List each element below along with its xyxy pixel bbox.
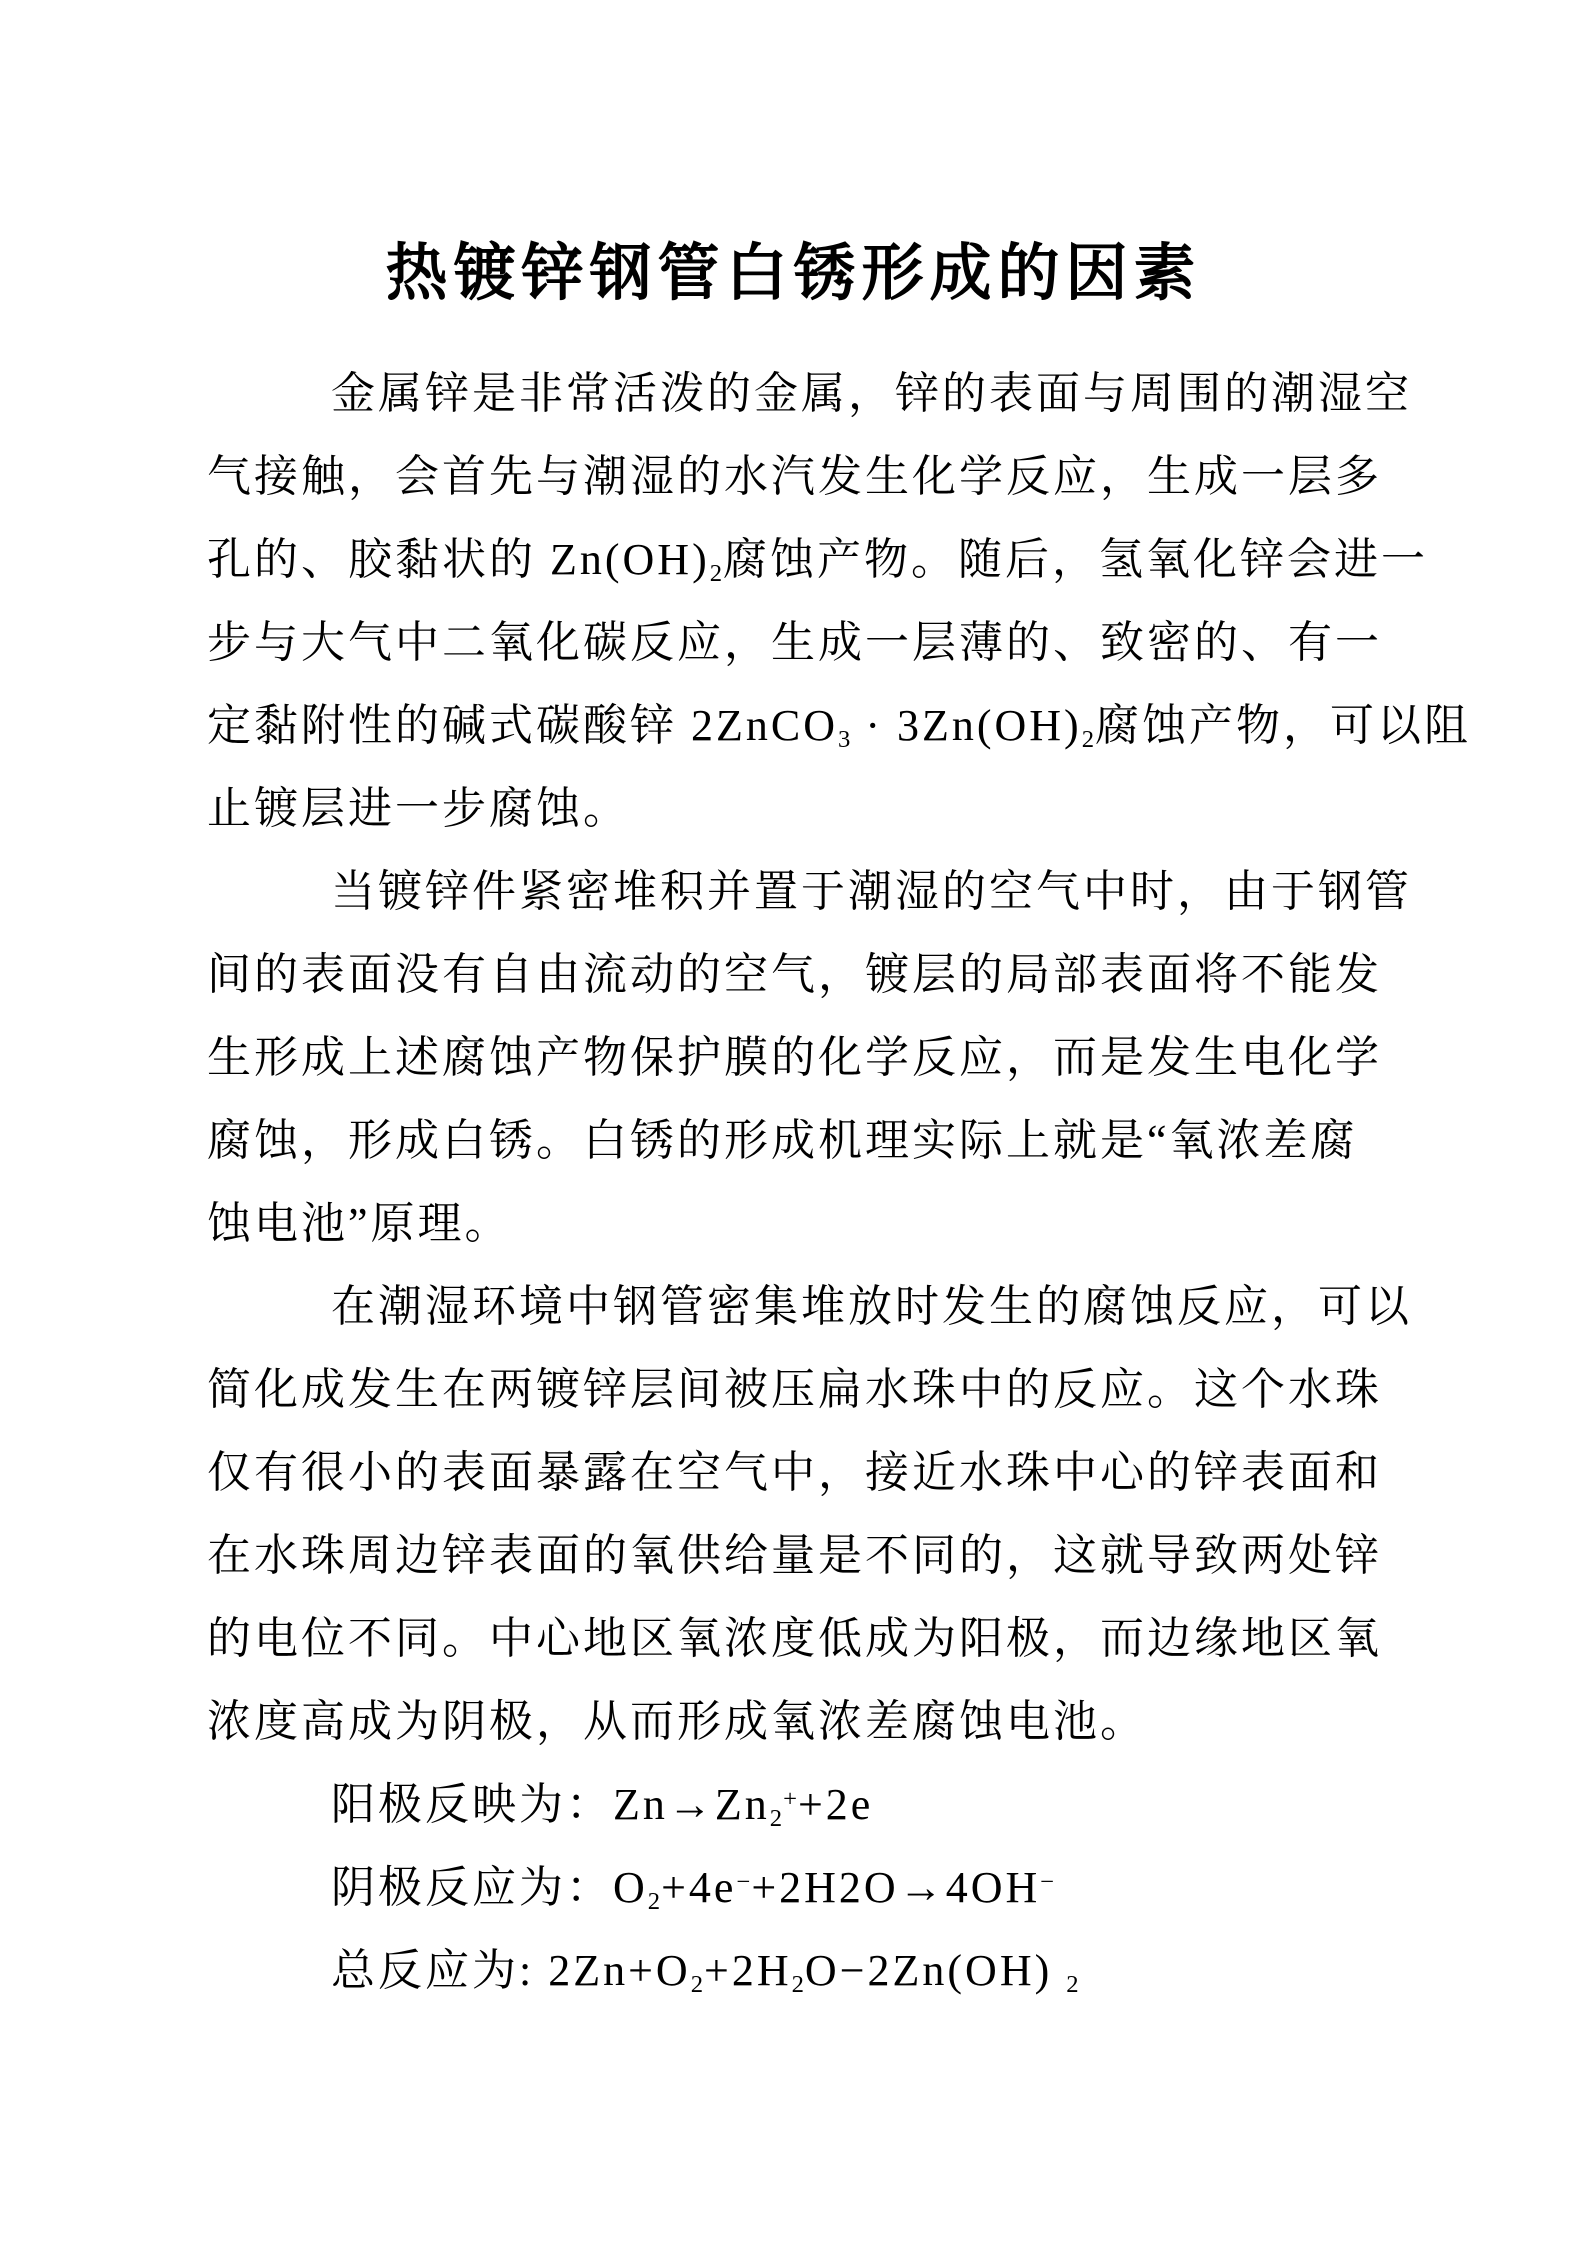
text-line: 步与大气中二氧化碳反应，生成一层薄的、致密的、有一 [207,618,1382,667]
equation-overall-line: 总反应为: $2Zn+O_2+2H_2O-2Zn(OH)$ $_2$ [331,1946,1080,1998]
document-body [207,352,1472,2012]
text-line: 孔的、胶黏状的 $Zn(OH)_2$腐蚀产物。随后，氢氧化锌会进一 [207,535,1429,587]
text-line: 金属锌是非常活泼的金属，锌的表面与周围的潮湿空 [331,369,1412,418]
text-line: 间的表面没有自由流动的空气，镀层的局部表面将不能发 [207,950,1382,999]
text-line: 蚀电池”原理。 [207,1199,512,1248]
text-line: 浓度高成为阴极，从而形成氧浓差腐蚀电池。 [207,1697,1147,1746]
text-line: 的电位不同。中心地区氧浓度低成为阳极，而边缘地区氧 [207,1614,1382,1663]
text-line: 在水珠周边锌表面的氧供给量是不同的，这就导致两处锌 [207,1531,1382,1580]
document-title: 热镀锌钢管白锈形成的因素 [385,240,1202,308]
text-line: 简化成发生在两镀锌层间被压扁水珠中的反应。这个水珠 [207,1365,1382,1414]
text-line: 腐蚀，形成白锈。白锈的形成机理实际上就是“氧浓差腐 [207,1116,1358,1165]
text-line: 止镀层进一步腐蚀。 [207,784,630,833]
text-line: 当镀锌件紧密堆积并置于潮湿的空气中时，由于钢管 [331,867,1412,916]
text-line: 气接触，会首先与潮湿的水汽发生化学反应，生成一层多 [207,452,1382,501]
text-line: 生形成上述腐蚀产物保护膜的化学反应，而是发生电化学 [207,1033,1382,1082]
text-line: 仅有很小的表面暴露在空气中，接近水珠中心的锌表面和 [207,1448,1382,1497]
equation-cathode-line: 阴极反应为：$O_2+4e^-+2H2O\to 4OH^-$ [331,1863,1056,1915]
equation-anode-line: 阳极反映为：$Zn\to Zn_2^++2e$ [331,1780,874,1832]
text-line: 在潮湿环境中钢管密集堆放时发生的腐蚀反应，可以 [331,1282,1412,1331]
text-line: 定黏附性的碱式碳酸锌 2ZnCO$_3$ · $3Zn(OH)_2$腐蚀产物，可以阻 [207,701,1472,753]
